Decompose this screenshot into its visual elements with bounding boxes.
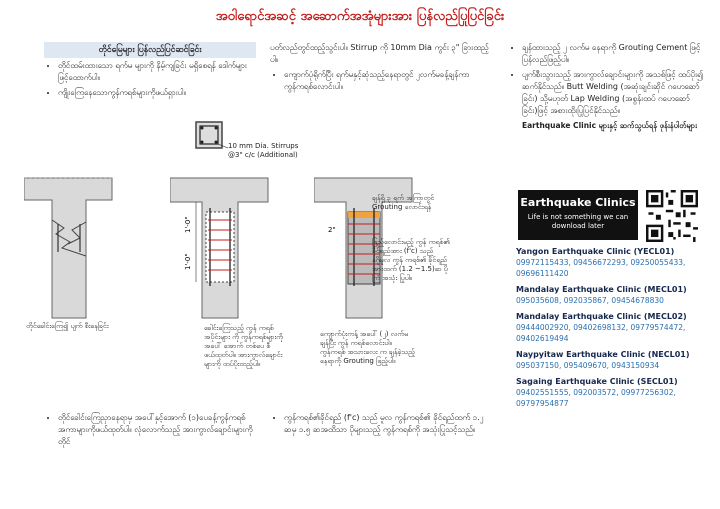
dim-label-2: 1'-0" xyxy=(184,253,192,270)
clinic-phone-numbers: 095035608, 092035867, 09454678830 xyxy=(516,296,664,305)
list-item: • ကွန်ကရစ်၏ခိုင်ရည် (f'c) သည် မူလ ကွန်ကရစ်၏ ခိုင်ရည်ထက် ၁.၂ ဆမှ ၁.၅ ဆအထိသာ ပိုများသည့် ကွန်ကရစ်ကို အသုံးပြုသင့်သည်။ xyxy=(284,412,490,436)
column-damage-figure-1 xyxy=(24,172,114,320)
stirrup-label: 10 mm Dia. Stirrups @3" c/c (Additional) xyxy=(228,142,299,159)
list-item: • ပျက်စီးသွားသည့် အားကွာလ်ချောင်းများကို အသစ်ဖြင့် ထပ်ပိုး၍ ဆက်နိုင်သည်။ Butt Welding (အဆုံးချင်းဆိုင် ဂဟေဆော်ခြင်း) သို့မဟုတ် Lap Welding (အစွန်းထပ် ဂဟေဆော်ခြင်း)ဖြင့် အစားထိုးပြုပြင်နိုင်သည်။ xyxy=(522,69,708,117)
column-2 xyxy=(270,42,490,96)
column-1-bottom xyxy=(44,412,262,451)
page-title: အဝါရောင်အဆင့် အဆောက်အအုံများအား ပြန်လည်ပြုပြင်ခြင်း xyxy=(215,9,505,24)
qr-code-icon xyxy=(646,190,698,242)
list-item: • တိုင်ခေါင်းကြေညှာနေရာမှ အပေါ်နှင့်အောက် (၁)ပေခန့်ကွန်ကရစ်အကာများကိုဖယ်ထုတ်ပါ။ လုံလောက်သည့် အားကွာလ်ချောင်းများကို တိုင် xyxy=(58,412,262,448)
banner-heading: Earthquake Clinics xyxy=(520,196,636,209)
figure-3-note-a: ချန်ရှိ ၃ ရက် အကြာတွင် Grouting လောင်းရန် xyxy=(372,194,435,211)
column-3 xyxy=(508,42,708,132)
clinic-name: Naypyitaw Earthquake Clinic (NECL01) xyxy=(516,350,690,359)
clinic-list xyxy=(516,246,712,414)
dim-label-1: 1'-0" xyxy=(184,216,192,233)
clinic-phone-numbers: 095037150, 095409670, 0943150934 xyxy=(516,361,660,370)
dim-label-3: 2" xyxy=(328,226,336,234)
earthquake-clinics-banner xyxy=(518,190,638,240)
list-item: • ကျောက်ပုံရိုက်ပြီး ရက်မနှင့်ဆုံသည့်နေရာတွင် ၂လက်မခန့်ချန်ကာ ကွန်ကရစ်လောင်းပါ။ xyxy=(284,69,490,93)
bullet-list xyxy=(270,412,490,436)
bullet-list xyxy=(270,42,490,93)
bullet-list xyxy=(44,412,262,448)
column-2-bottom xyxy=(270,412,490,439)
clinic-phone-numbers: 09402551555, 092003572, 09977256302, 09797954877 xyxy=(516,388,676,408)
contact-note: Earthquake Clinic များနှင့် ဆက်သွယ်ရန် ဖုန်းနံပါတ်များ xyxy=(522,121,697,130)
figure-3-note-b: ဖြည့်လောင်းမည့် ကွန် ကရစ်၏ ခိုင်ရည်အား (f'c) သည် နဂိုမူလ ကွန် ကရစ်၏ ခိုင်ရည်အားထက် (1.2 ~1.5)ဆ ပိုကြံ အသုံး ပြုပါ။ xyxy=(372,238,450,282)
figure-2-caption: ခေါင်းကြေသည့် ကွန် ကရစ်အပိုင်းများ ကို ကွန်ကရစ်များကို အပေါ် အောက် တစ်ပေ စီ ဖယ်ထုတ်ပါ။ အားကွာလ်ချောင်းများကို ထပ်ပိုးထည့်ပါ။ xyxy=(204,324,284,368)
list-item: • တိုင်ထမ်းထားသော ရက်မ များကို နိမ့်ကျခြင်း မရှိစေရန် ဒေါက်များဖြင့်ထောက်ပါ။ xyxy=(58,60,256,84)
clinic-name: Mandalay Earthquake Clinic (MECL02) xyxy=(516,312,687,321)
figure-3-caption: ကျောက်ပုံးကန့် အပေါ် (၂) လက်မချန်ပြီး ကွန် ကရစ်လောင်းပါ။ ကွန်ကရစ် အသားလေး က ချန်ခဲ့သည့် နေရာကို Grouting ဖြည့်ပါ။ xyxy=(320,330,415,365)
banner-tagline: Life is not something we can download later xyxy=(527,213,629,230)
clinic-phone-numbers: 09972115433, 09456672293, 09250055433, 09696111420 xyxy=(516,258,686,278)
list-item: ပတ်လည်တွင်ထည့်သွင်းပါ။ Stirrup ကို 10mm Dia ကွင်း ၃" ခြားထည့်ပါ။ xyxy=(270,43,489,64)
list-item: • ချန်ထားသည့် ၂ လက်မ နေရာကို Grouting Cement ဖြင့် ပြန်လည်ဖြည့်ပါ။ xyxy=(522,42,708,66)
clinic-phone-numbers: 09444002920, 09402698132, 09779574472, 09402619494 xyxy=(516,323,686,343)
bullet-list xyxy=(44,60,256,99)
column-1 xyxy=(44,42,256,102)
list-item: • ကျိုးကြေနေသောကွန်ကရစ်များကိုဖယ်ရှားပါ။ xyxy=(58,87,256,99)
bullet-list xyxy=(508,42,708,117)
clinic-name: Yangon Earthquake Clinic (YECL01) xyxy=(516,247,675,256)
figure-1-caption: တိုင်ခေါင်းကြေ၍ ပျက် စီးနေခြင်း xyxy=(26,322,109,330)
clinic-name: Sagaing Earthquake Clinic (SECL01) xyxy=(516,377,678,386)
section-header: တိုင်မြေများ ပြန်လည်ပြင်ဆင်ခြင်း xyxy=(44,42,256,58)
clinic-name: Mandalay Earthquake Clinic (MECL01) xyxy=(516,285,687,294)
column-repair-figure-2 xyxy=(170,172,270,320)
